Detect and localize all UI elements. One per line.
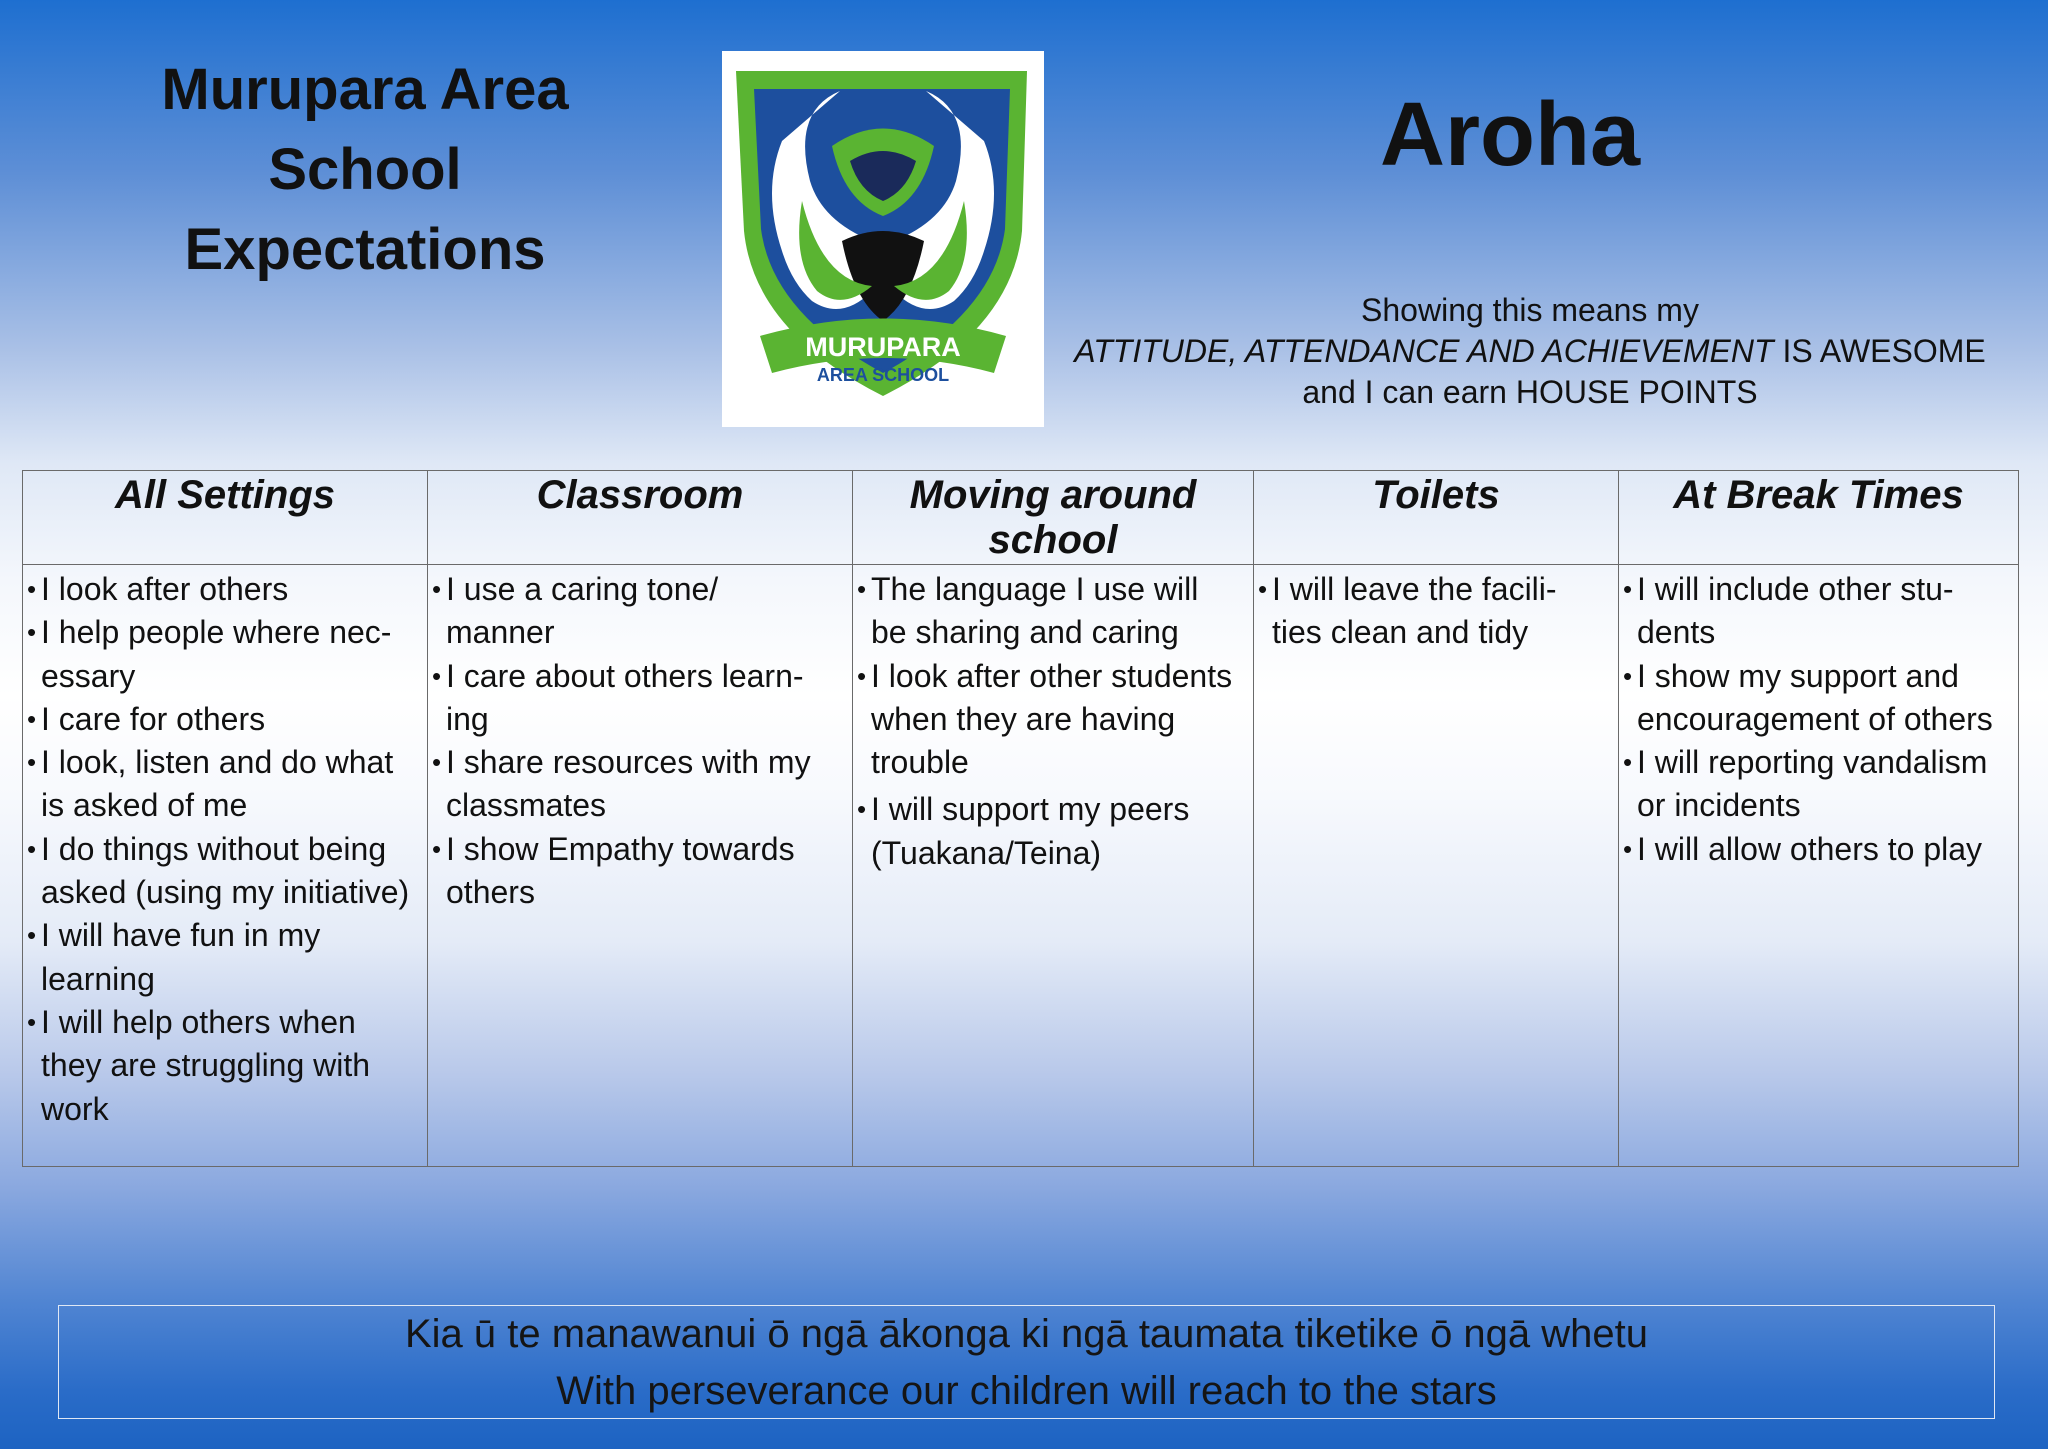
list-item-line: trouble [871, 744, 969, 781]
expectations-table [22, 470, 2019, 1167]
list-item [27, 698, 423, 741]
column-body-all-settings [23, 565, 428, 1166]
list-item-line: • I use a caring tone/ [446, 571, 719, 607]
list-item-line: they are struggling with [41, 1047, 371, 1084]
list-item [432, 568, 848, 655]
value-title: Aroha [1379, 85, 1641, 185]
list-item-line: manner [446, 614, 555, 651]
list-item [857, 655, 1249, 785]
list-item-line: classmates [446, 787, 607, 824]
list-item-line: • I show Empathy towards [446, 830, 795, 867]
description-line: and I can earn HOUSE POINTS [1302, 374, 1758, 410]
list-item-line: • I help people where nec- [41, 614, 392, 651]
school-motto [58, 1305, 1995, 1419]
motto-maori: Kia ū te manawanui ō ngā ākonga ki ngā taumata tiketike ō ngā whetu [404, 1312, 1649, 1356]
list-item-line: • I do things without being [41, 830, 387, 867]
list-item [27, 1001, 423, 1131]
list-item-line: (Tuakana/Teina) [871, 834, 1102, 871]
value-description [1040, 290, 2020, 413]
list-item-line: encouragement of others [1637, 700, 1993, 737]
list-item [432, 828, 848, 915]
list-item-line: • I look after others [41, 571, 289, 607]
column-body-classroom [428, 565, 853, 1166]
list-item-line: or incidents [1637, 787, 1801, 824]
column-body-moving-around-school [853, 565, 1254, 1166]
list-item [27, 611, 423, 698]
list-item-line: • I will leave the facili- [1272, 571, 1557, 607]
list-item-line: is asked of me [41, 787, 248, 824]
list-item-line: dents [1637, 614, 1716, 651]
school-title-line: Expectations [184, 217, 546, 282]
column-header-toilets: Toilets [1254, 471, 1619, 565]
list-item-line: ing [446, 700, 489, 737]
list-item-line: learning [41, 960, 155, 997]
list-item [432, 655, 848, 742]
list-item-line: • I will support my peers [871, 791, 1190, 828]
description-emphasis: ATTITUDE, ATTENDANCE AND ACHIEVEMENT [1074, 333, 1774, 369]
list-item-line: work [41, 1090, 109, 1127]
list-item-line: • I show my support and [1637, 657, 1959, 694]
list-item [857, 788, 1249, 875]
list-item-line: essary [41, 657, 136, 694]
list-item-line: • I look, listen and do what [41, 744, 394, 781]
expectation-list [1258, 568, 1614, 655]
crest-text-main: MURUPARA [805, 332, 961, 362]
school-title-line: Murupara Area [161, 57, 569, 122]
list-item [1623, 655, 2014, 742]
school-title-line: School [268, 137, 462, 202]
list-item-line: • I will include other stu- [1637, 571, 1954, 607]
column-body-break-times [1619, 565, 2018, 1166]
column-header-moving-around-school: Moving around school [853, 471, 1254, 565]
list-item-line: • I will reporting vandalism [1637, 744, 1988, 781]
description-line [1040, 331, 2020, 372]
list-item-line: ties clean and tidy [1272, 614, 1529, 651]
crest-text-sub: AREA SCHOOL [816, 365, 950, 385]
list-item-line: asked (using my initiative) [41, 874, 410, 911]
list-item-line: be sharing and caring [871, 614, 1179, 651]
list-item-line: • I will help others when [41, 1003, 356, 1040]
expectation-list [1623, 568, 2014, 871]
school-crest-logo [722, 51, 1044, 427]
list-item [1623, 741, 2014, 828]
column-body-toilets [1254, 565, 1619, 1166]
list-item [1258, 568, 1614, 655]
list-item [432, 741, 848, 828]
school-title [110, 50, 620, 290]
list-item-line: when they are having [871, 700, 1176, 737]
description-rest: IS AWESOME [1773, 333, 1986, 369]
expectation-list [27, 568, 423, 1131]
list-item [27, 568, 423, 611]
school-crest-icon [722, 51, 1044, 427]
list-item-line: • I care for others [41, 700, 266, 737]
column-header-break-times: At Break Times [1619, 471, 2018, 565]
list-item-line: • I will have fun in my [41, 917, 321, 954]
list-item-line: • I care about others learn- [446, 657, 804, 694]
list-item-line: • The language I use will [871, 571, 1199, 607]
expectation-list [432, 568, 848, 914]
list-item-line: others [446, 874, 535, 911]
list-item [27, 828, 423, 915]
list-item [1623, 568, 2014, 655]
list-item [27, 914, 423, 1001]
column-header-all-settings: All Settings [23, 471, 428, 565]
list-item [27, 741, 423, 828]
list-item [857, 568, 1249, 655]
motto-english: With perseverance our children will reach to the stars [556, 1369, 1497, 1413]
expectation-list [857, 568, 1249, 875]
list-item [1623, 828, 2014, 871]
list-item-line: • I will allow others to play [1637, 830, 1983, 867]
column-header-classroom: Classroom [428, 471, 853, 565]
description-line: Showing this means my [1361, 292, 1699, 328]
list-item-line: • I look after other students [871, 657, 1233, 694]
list-item-line: • I share resources with my [446, 744, 811, 781]
